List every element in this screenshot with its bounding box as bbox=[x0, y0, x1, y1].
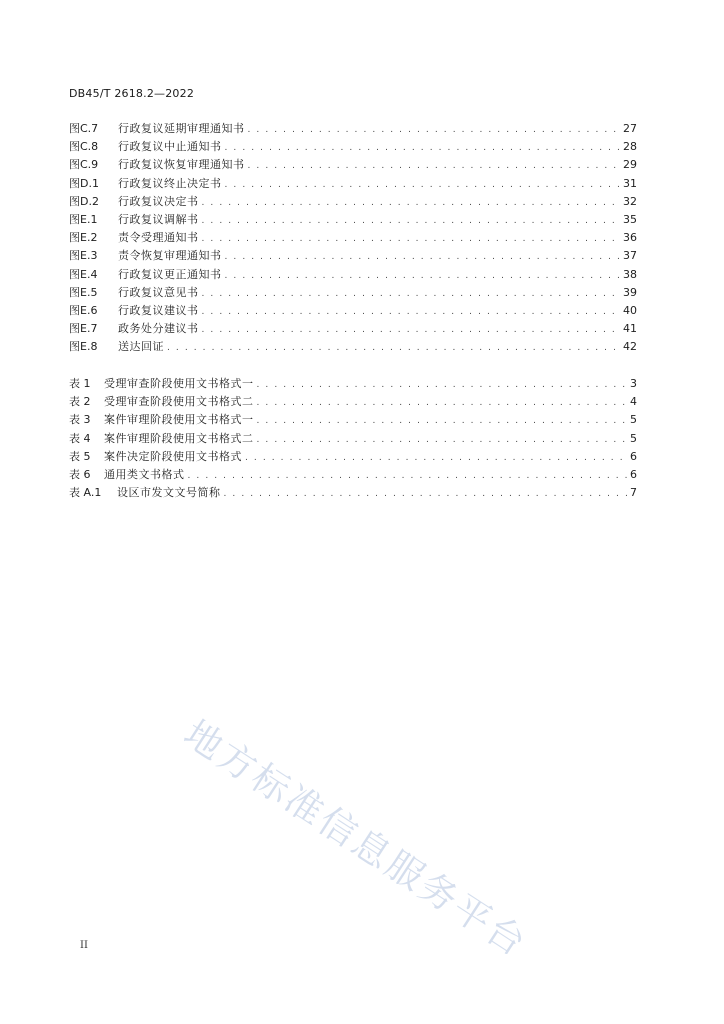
toc-leader-dots bbox=[257, 431, 628, 449]
toc-entry-number: 图E.5 bbox=[69, 285, 98, 299]
toc-entry[interactable] bbox=[69, 302, 637, 320]
toc-entry-title: 行政复议中止通知书 bbox=[118, 140, 222, 154]
toc-entry[interactable] bbox=[69, 175, 637, 193]
toc-entry-page: 5 bbox=[630, 431, 637, 445]
toc-entry-page: 37 bbox=[623, 249, 637, 263]
toc-entry-number: 图E.2 bbox=[69, 231, 98, 245]
toc-entry-number: 图C.7 bbox=[69, 122, 99, 135]
toc-leader-dots bbox=[248, 157, 621, 175]
toc-entry-number: 图E.7 bbox=[69, 322, 98, 336]
toc-leader-dots bbox=[225, 139, 621, 157]
toc-leader-dots bbox=[202, 303, 621, 321]
toc-entry-title: 行政复议恢复审理通知书 bbox=[118, 158, 245, 172]
toc-entry[interactable] bbox=[69, 211, 637, 229]
toc-entry-page: 27 bbox=[623, 122, 637, 135]
toc-entry[interactable] bbox=[69, 247, 637, 265]
toc-entry-page: 6 bbox=[630, 449, 637, 463]
toc-entry-page: 35 bbox=[623, 212, 637, 226]
toc-entry-page: 40 bbox=[623, 303, 637, 317]
toc-leader-dots bbox=[202, 321, 621, 339]
toc-entry-number: 表 3 bbox=[69, 413, 91, 427]
toc-entry-title: 送达回证 bbox=[118, 340, 164, 354]
toc-entry[interactable] bbox=[69, 448, 637, 466]
toc-entry-page: 5 bbox=[630, 413, 637, 427]
toc-leader-dots bbox=[202, 230, 621, 248]
document-code-header: DB45/T 2618.2—2022 bbox=[69, 87, 195, 100]
toc-leader-dots bbox=[257, 376, 628, 394]
page-number: II bbox=[80, 940, 88, 951]
toc-entry-number: 表 4 bbox=[69, 431, 91, 445]
toc-leader-dots bbox=[257, 394, 628, 412]
toc-entry-number: 表 A.1 bbox=[69, 486, 102, 500]
toc-leader-dots bbox=[202, 285, 621, 303]
toc-entry[interactable] bbox=[69, 138, 637, 156]
toc-entry-number: 图D.2 bbox=[69, 194, 99, 208]
toc-entry-title: 行政复议决定书 bbox=[118, 194, 199, 208]
watermark-text: 地方标准信息服务平台 bbox=[176, 711, 536, 966]
toc-entry-number: 图E.6 bbox=[69, 303, 98, 317]
toc-entry-number: 图C.8 bbox=[69, 140, 99, 154]
toc-entry-number: 表 5 bbox=[69, 449, 91, 463]
toc-entry-title: 行政复议建议书 bbox=[118, 303, 199, 317]
toc-entry-page: 39 bbox=[623, 285, 637, 299]
toc-entry-title: 受理审查阶段使用文书格式二 bbox=[104, 395, 254, 409]
toc-entry-page: 3 bbox=[630, 377, 637, 390]
toc-entry-title: 通用类文书格式 bbox=[104, 467, 185, 481]
toc-entry-number: 图E.3 bbox=[69, 249, 98, 263]
toc-leader-dots bbox=[225, 176, 621, 194]
toc-entry[interactable] bbox=[69, 466, 637, 484]
toc-entry-title: 行政复议终止决定书 bbox=[118, 176, 222, 190]
toc-entry-number: 图D.1 bbox=[69, 176, 99, 190]
toc-entry[interactable] bbox=[69, 229, 637, 247]
toc-entry-page: 41 bbox=[623, 322, 637, 336]
toc-entry-title: 责令受理通知书 bbox=[118, 231, 199, 245]
toc-leader-dots bbox=[225, 248, 621, 266]
toc-leader-dots bbox=[245, 449, 627, 467]
toc-entry-page: 36 bbox=[623, 231, 637, 245]
toc-leader-dots bbox=[225, 267, 621, 285]
toc-entry-number: 图C.9 bbox=[69, 158, 99, 172]
toc-entry-title: 案件审理阶段使用文书格式二 bbox=[104, 431, 254, 445]
toc-entry[interactable] bbox=[69, 266, 637, 284]
toc-entry[interactable] bbox=[69, 430, 637, 448]
toc-entry-title: 责令恢复审理通知书 bbox=[118, 249, 222, 263]
figure-toc-list bbox=[69, 120, 637, 356]
toc-leader-dots bbox=[257, 412, 628, 430]
table-toc-list bbox=[69, 375, 637, 502]
toc-entry-page: 42 bbox=[623, 340, 637, 354]
toc-entry-number: 表 1 bbox=[69, 377, 91, 390]
toc-entry[interactable] bbox=[69, 320, 637, 338]
toc-entry[interactable] bbox=[69, 156, 637, 174]
toc-entry-number: 表 6 bbox=[69, 467, 91, 481]
toc-entry[interactable] bbox=[69, 284, 637, 302]
toc-entry-title: 行政复议更正通知书 bbox=[118, 267, 222, 281]
toc-entry-title: 行政复议意见书 bbox=[118, 285, 199, 299]
toc-leader-dots bbox=[202, 212, 621, 230]
toc-leader-dots bbox=[224, 485, 628, 503]
toc-entry-title: 政务处分建议书 bbox=[118, 322, 199, 336]
toc-entry-title: 行政复议调解书 bbox=[118, 212, 199, 226]
toc-leader-dots bbox=[248, 121, 621, 139]
toc-entry[interactable] bbox=[69, 393, 637, 411]
toc-entry[interactable] bbox=[69, 375, 637, 393]
toc-entry-page: 31 bbox=[623, 176, 637, 190]
toc-entry-title: 案件决定阶段使用文书格式 bbox=[104, 449, 242, 463]
toc-entry-page: 32 bbox=[623, 194, 637, 208]
toc-entry-title: 受理审查阶段使用文书格式一 bbox=[104, 377, 254, 390]
toc-entry[interactable] bbox=[69, 411, 637, 429]
toc-leader-dots bbox=[167, 339, 620, 357]
toc-entry-page: 38 bbox=[623, 267, 637, 281]
toc-entry-number: 图E.4 bbox=[69, 267, 98, 281]
toc-entry-number: 图E.8 bbox=[69, 340, 98, 354]
toc-entry[interactable] bbox=[69, 484, 637, 502]
toc-entry-page: 7 bbox=[630, 486, 637, 500]
toc-entry-page: 4 bbox=[630, 395, 637, 409]
toc-entry-number: 图E.1 bbox=[69, 212, 98, 226]
toc-entry[interactable] bbox=[69, 338, 637, 356]
toc-entry[interactable] bbox=[69, 120, 637, 138]
toc-leader-dots bbox=[202, 194, 621, 212]
toc-entry-title: 行政复议延期审理通知书 bbox=[118, 122, 245, 135]
toc-entry-title: 案件审理阶段使用文书格式一 bbox=[104, 413, 254, 427]
toc-entry-number: 表 2 bbox=[69, 395, 91, 409]
toc-entry-page: 6 bbox=[630, 467, 637, 481]
toc-entry-page: 28 bbox=[623, 140, 637, 154]
toc-entry-page: 29 bbox=[623, 158, 637, 172]
toc-entry[interactable] bbox=[69, 193, 637, 211]
toc-leader-dots bbox=[188, 467, 628, 485]
toc-entry-title: 设区市发文文号简称 bbox=[117, 486, 221, 500]
